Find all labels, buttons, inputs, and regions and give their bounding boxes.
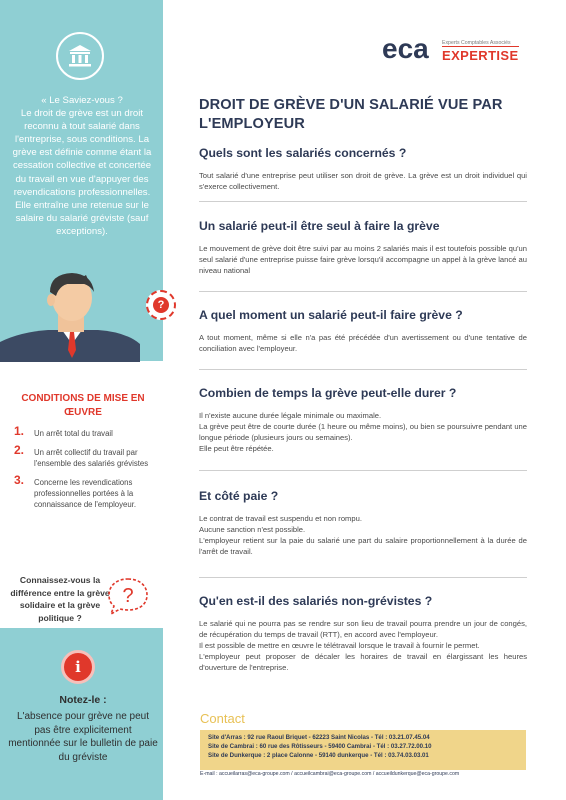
notez-text: L'absence pour grève ne peut pas être explicitement mentionnée sur le bulletin de paie du gréviste — [8, 711, 158, 763]
section-moment — [199, 308, 527, 354]
logo-brand: EXPERTISE — [442, 48, 519, 63]
bank-icon — [56, 32, 104, 80]
section-non-grevistes — [199, 594, 527, 673]
section-heading: A quel moment un salarié peut-il faire grève ? — [199, 308, 463, 322]
divider — [199, 577, 527, 578]
section-line: L'employeur retient sur la paie du salarié une part du salaire proportionnellement à la durée de l'arrêt de travail. — [199, 536, 527, 556]
conditions-title: CONDITIONS DE MISE EN ŒUVRE — [21, 393, 145, 418]
saviez-vous-label: « Le Saviez-vous ? — [41, 95, 123, 106]
section-line: Aucune sanction n'est possible. — [199, 525, 306, 534]
condition-item: 2. Un arrêt collectif du travail par l'ensemble des salariés grévistes — [14, 443, 149, 468]
info-icon: i — [61, 650, 95, 684]
condition-item: 1. Un arrêt total du travail — [14, 424, 113, 438]
contact-address: Site d'Arras : 92 rue Raoul Briquet - 62223 Saint Nicolas - Tél : 03.21.07.45.04 — [208, 734, 430, 741]
svg-text:?: ? — [122, 585, 134, 607]
saviez-vous-block — [8, 94, 156, 238]
section-paie — [199, 489, 527, 557]
section-heading: Quels sont les salariés concernés ? — [199, 146, 407, 160]
question-badge-icon — [146, 290, 176, 320]
contact-email: E-mail : accueilarras@eca-groupe.com / accueilcambrai@eca-groupe.com / accueildunkerque@eca-groupe.com — [200, 771, 460, 777]
page-title: DROIT DE GRÈVE D'UN SALARIÉ VUE PAR L'EMPLOYEUR — [199, 97, 503, 132]
section-seul — [199, 219, 527, 276]
section-heading: Et côté paie ? — [199, 489, 279, 503]
company-logo — [382, 26, 532, 70]
eca-logo-mark — [382, 28, 440, 66]
question-text: Connaissez-vous la différence entre la grève solidaire et la grève politique ? — [10, 575, 110, 623]
contact-box — [200, 730, 526, 770]
saviez-vous-text: Le droit de grève est un droit reconnu à tout salarié dans l'entreprise, sous conditions. La grève est définie comme étant la cessation collective et concertée du travail en vue d'appuyer des revendications professionnelles. Elle entraîne une retenue sur le salaire du salarié gréviste (sauf exceptions). — [12, 108, 152, 237]
section-line: La grève peut être de courte durée (1 heure ou même moins), ou bien se poursuivre pendant une longue période (plusieurs jours ou semaines). — [199, 422, 527, 442]
divider — [199, 470, 527, 471]
section-body: Le mouvement de grève doit être suivi par au moins 2 salariés mais il est toutefois possible qu'un seul salarié d'une entreprise puisse faire grève lorsqu'il accompagne un appel à la grève lancé au niveau national — [199, 244, 527, 275]
logo-mark-text: eca — [382, 33, 429, 64]
section-heading: Qu'en est-il des salariés non-grévistes ? — [199, 594, 433, 608]
section-line: Il n'existe aucune durée légale minimale ou maximale. — [199, 411, 382, 420]
section-concernes — [199, 146, 527, 192]
conditions-list — [14, 424, 154, 518]
person-illustration — [0, 270, 140, 362]
section-duree — [199, 386, 527, 454]
section-heading: Un salarié peut-il être seul à faire la grève — [199, 219, 440, 233]
divider — [199, 291, 527, 292]
logo-subtitle: Experts Comptables Associés — [442, 40, 511, 46]
section-body: Tout salarié d'une entreprise peut utiliser son droit de grève. La grève est un droit individuel qui s'exerce collectivement. — [199, 171, 527, 191]
section-line: Il est possible de mettre en œuvre le télétravail lorsque le travail à fournir le permet. — [199, 641, 480, 650]
speech-question-icon — [106, 576, 150, 616]
contact-address: Site de Dunkerque : 2 place Calonne - 59140 dunkerque - Tél : 03.74.03.03.01 — [208, 752, 429, 759]
section-line: Le salarié qui ne pourra pas se rendre sur son lieu de travail pourra prendre un jour de congés, de récupération du temps de travail (RTT), en accord avec l'employeur. — [199, 619, 527, 639]
section-line: Le contrat de travail est suspendu et non rompu. — [199, 514, 362, 523]
contact-title: Contact — [200, 711, 245, 726]
notez-title: Notez-le : — [59, 694, 107, 706]
section-heading: Combien de temps la grève peut-elle durer ? — [199, 386, 457, 400]
condition-item: 3. Concerne les revendications professionnelles portées à la connaissance de l'employeur. — [14, 473, 137, 509]
divider — [199, 369, 527, 370]
section-body: A tout moment, même si elle n'a pas été précédée d'un avertissement ou d'une tentative de conciliation avec l'employeur. — [199, 333, 527, 353]
contact-address: Site de Cambrai : 60 rue des Rôtisseurs - 59400 Cambrai - Tél : 03.27.72.00.10 — [208, 743, 432, 750]
divider — [199, 201, 527, 202]
section-line: L'employeur peut proposer de décaler les horaires de travail en élargissant les heures d'ouverture de l'entreprise. — [199, 652, 527, 672]
sidebar — [0, 0, 172, 800]
section-line: Elle peut être répétée. — [199, 444, 274, 453]
question-mark-icon: ? — [153, 297, 169, 313]
